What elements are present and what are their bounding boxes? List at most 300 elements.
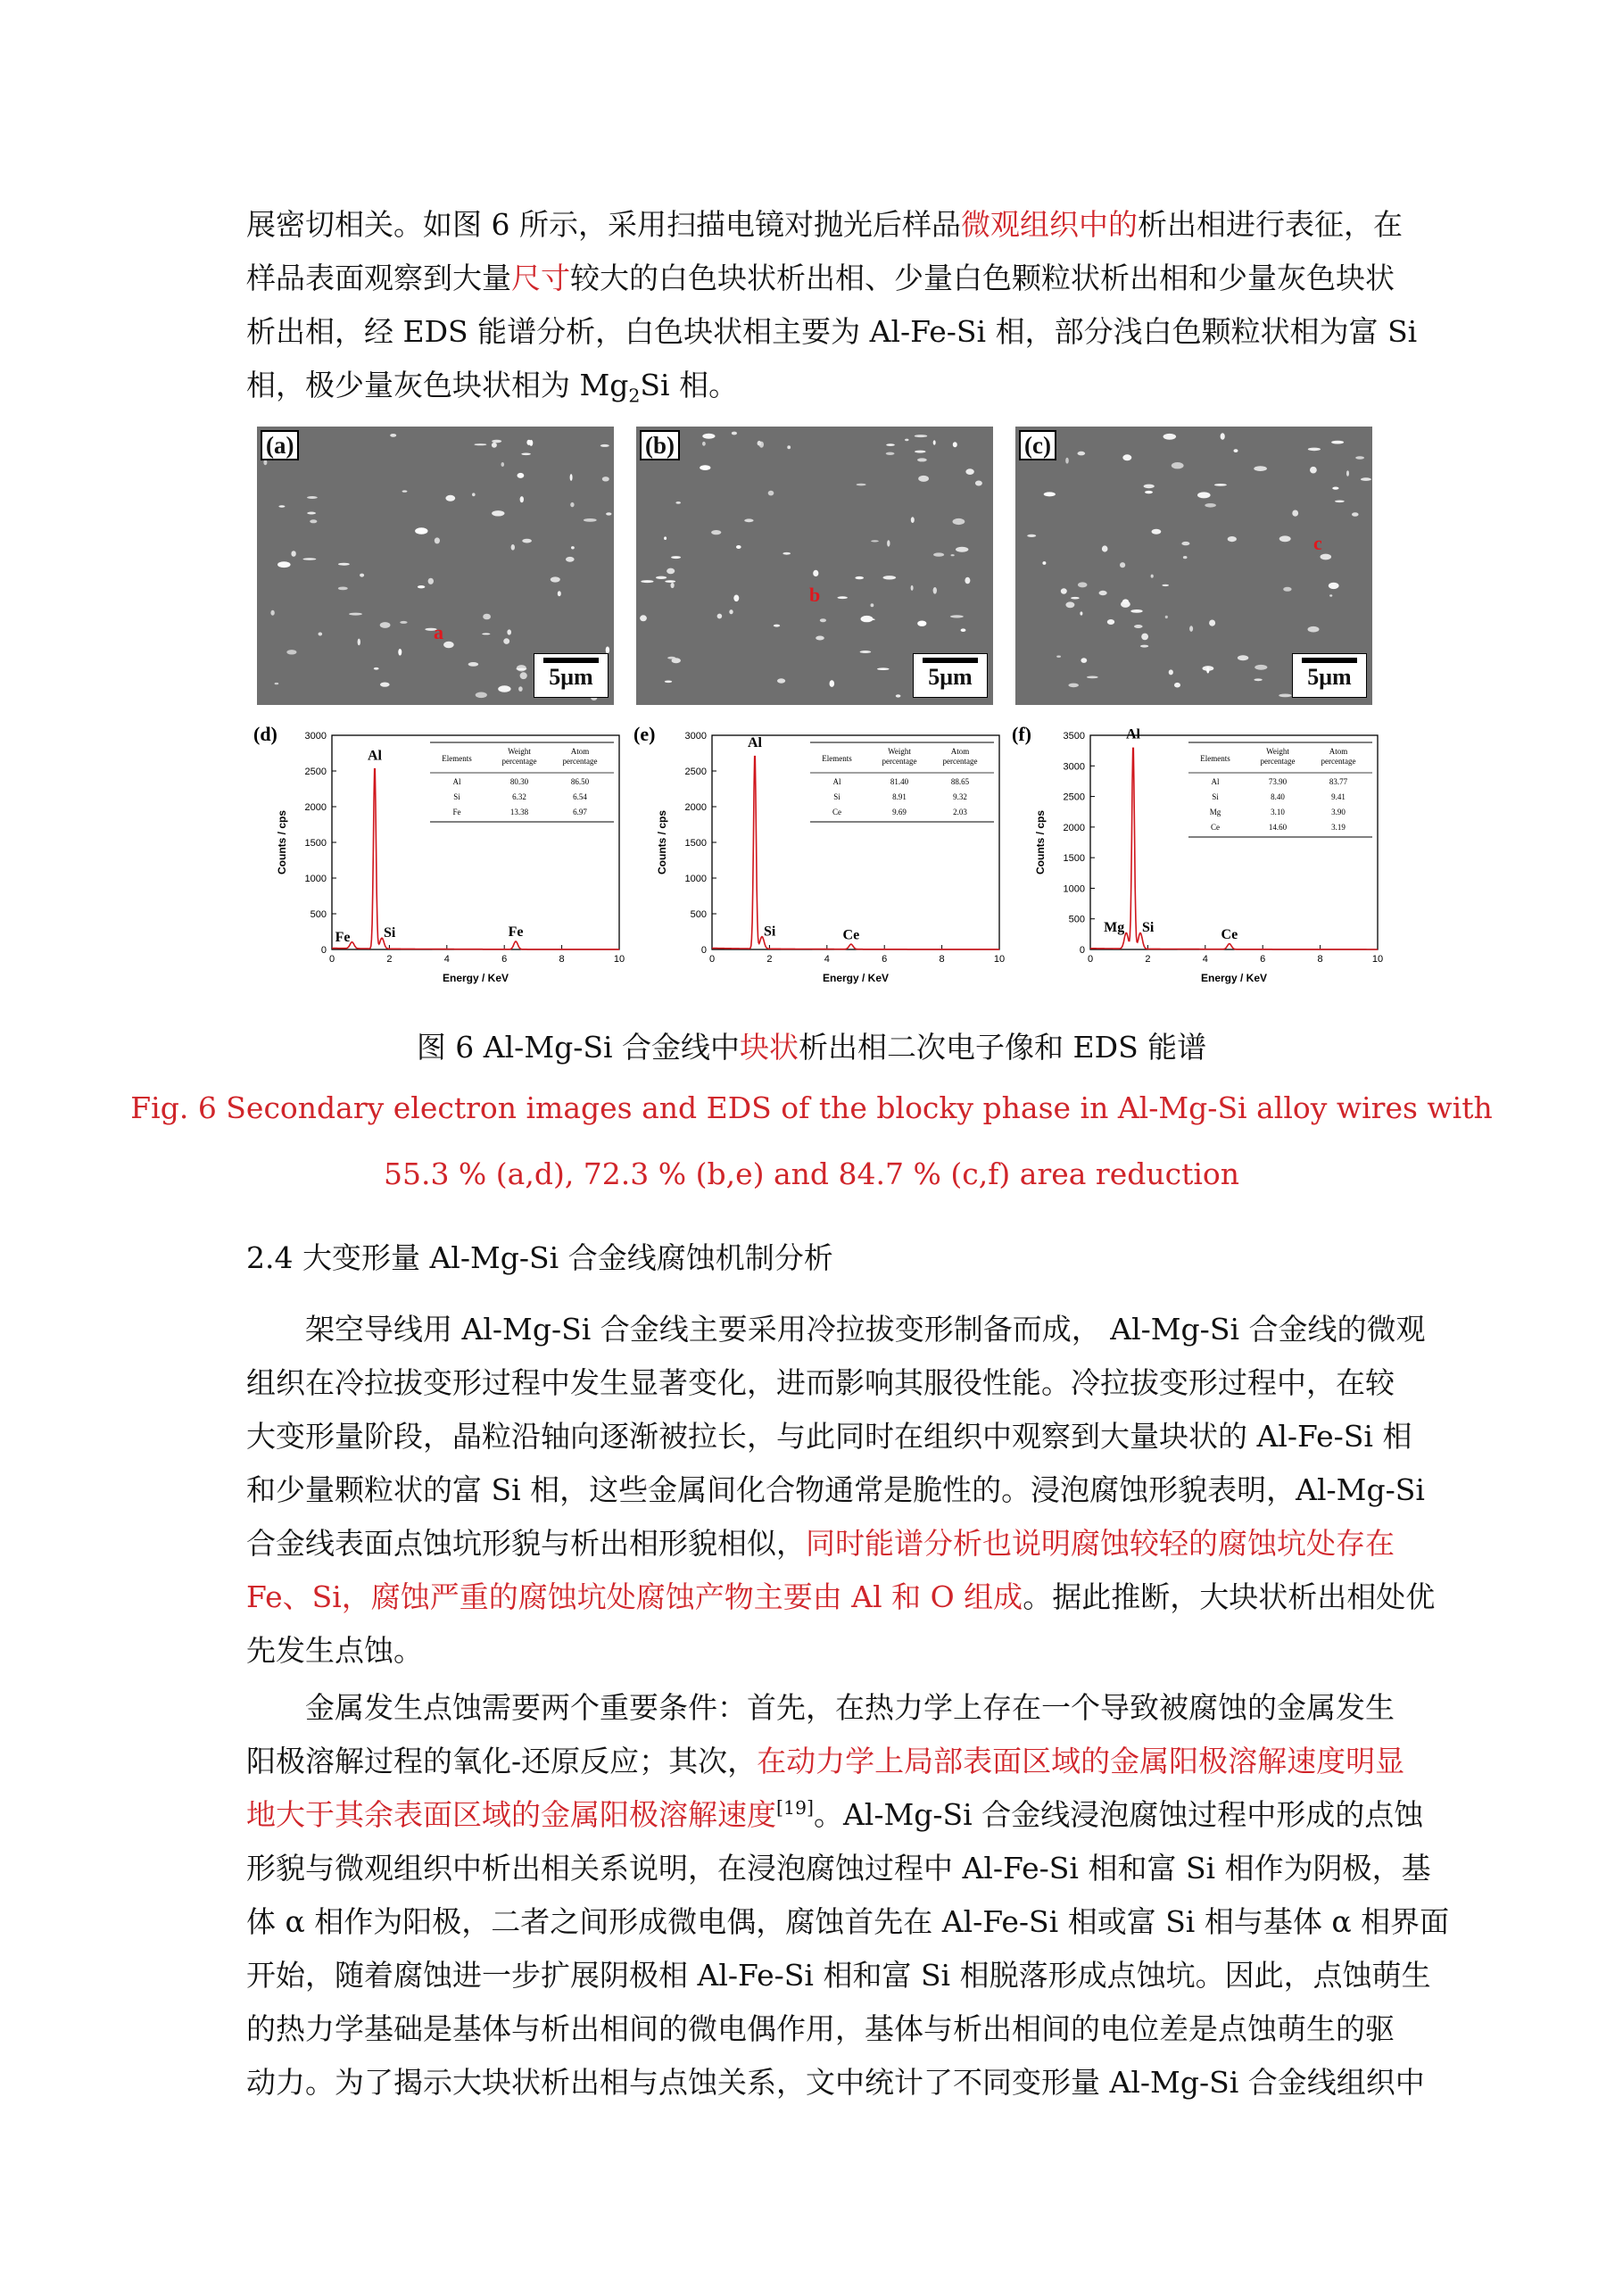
precipitate-particle [516, 668, 526, 670]
figure-caption-en-line2: 55.3 % (a,d), 72.3 % (b,e) and 84.7 % (c,f) area reduction [383, 1156, 1240, 1191]
precipitate-particle [1279, 535, 1291, 542]
precipitate-particle [445, 495, 455, 501]
precipitate-particle [1331, 441, 1344, 444]
figure-caption-cn [0, 1024, 1623, 1066]
precipitate-particle [435, 537, 440, 543]
precipitate-particle [871, 603, 874, 607]
peak-label: Si [384, 925, 396, 941]
precipitate-particle [1352, 512, 1359, 517]
precipitate-particle [787, 445, 791, 449]
precipitate-particle [783, 552, 791, 555]
table-cell: 8.40 [1271, 792, 1285, 801]
x-tick-label: 4 [1202, 954, 1208, 965]
precipitate-particle [1209, 620, 1215, 626]
text-segment: 先发生点蚀。 [246, 1633, 423, 1668]
precipitate-particle [820, 618, 826, 622]
text-line [246, 1735, 1405, 1788]
precipitate-particle [286, 650, 296, 654]
precipitate-particle [711, 530, 721, 535]
table-cell: Si [1212, 792, 1219, 801]
precipitate-particle [275, 683, 279, 684]
precipitate-particle [640, 615, 647, 621]
table-cell: 83.77 [1329, 777, 1348, 786]
text-segment: 动力。为了揭示大块状析出相与点蚀关系，文中统计了不同变形量 Al-Mg-Si 合金线组织中 [246, 2065, 1425, 2100]
precipitate-particle [956, 547, 968, 552]
precipitate-particle [1151, 575, 1154, 578]
precipitate-particle [307, 512, 316, 515]
precipitate-particle [1214, 484, 1227, 486]
precipitate-particle [1120, 562, 1125, 568]
text-segment: 架空导线用 Al-Mg-Si 合金线主要采用冷拉拔变形制备而成， Al-Mg-Si 合金线的微观 [246, 1312, 1426, 1347]
precipitate-particle [918, 476, 929, 482]
precipitate-particle [774, 625, 780, 627]
y-axis-label: Counts / cps [276, 809, 288, 875]
panel-label: (f) [1012, 723, 1031, 745]
table-cell: 80.30 [509, 777, 529, 786]
x-tick-label: 8 [939, 954, 945, 965]
precipitate-particle [950, 615, 964, 618]
precipitate-particle [1283, 587, 1291, 592]
precipitate-particle [1056, 656, 1061, 658]
table-cell: 73.90 [1268, 777, 1288, 786]
table-header: Atom percentage [1321, 747, 1356, 766]
precipitate-particle [1152, 529, 1162, 535]
highlighted-text: 同时能谱分析也说明腐蚀较轻的腐蚀坑处存在 [806, 1526, 1395, 1561]
y-tick-label: 500 [690, 909, 707, 920]
precipitate-particle [1169, 669, 1173, 675]
precipitate-particle [905, 439, 908, 442]
precipitate-particle [303, 558, 317, 560]
precipitate-particle [896, 694, 901, 697]
precipitate-particle [520, 496, 524, 502]
text-segment: 开始，随着腐蚀进一步扩展阴极相 Al-Fe-Si 相和富 Si 相脱落形成点蚀坑。因此，点蚀萌生 [246, 1958, 1431, 1993]
section-heading: 2.4 大变形量 Al-Mg-Si 合金线腐蚀机制分析 [246, 1240, 833, 1275]
precipitate-particle [883, 576, 897, 579]
precipitate-particle [520, 672, 527, 679]
y-tick-label: 500 [1068, 914, 1085, 925]
phase-marker: b [809, 584, 821, 606]
text-line [246, 1410, 1412, 1463]
text-line [246, 305, 1418, 359]
table-header: Weight percentage [501, 747, 537, 766]
precipitate-particle [933, 440, 936, 444]
x-tick-label: 0 [1087, 954, 1094, 965]
y-tick-label: 2500 [304, 767, 327, 777]
table-header: Atom percentage [942, 747, 978, 766]
y-tick-label: 1000 [304, 874, 327, 884]
precipitate-particle [1122, 599, 1129, 604]
precipitate-particle [1144, 485, 1155, 489]
precipitate-particle [1081, 658, 1087, 663]
precipitate-particle [717, 614, 723, 619]
precipitate-particle [428, 578, 434, 584]
text-line [246, 1303, 1426, 1356]
precipitate-particle [476, 692, 487, 699]
precipitate-particle [951, 554, 955, 556]
precipitate-particle [380, 622, 391, 628]
x-axis-label: Energy / KeV [442, 972, 509, 984]
table-cell: 3.10 [1271, 808, 1285, 816]
precipitate-particle [263, 460, 267, 465]
text-line [246, 1356, 1395, 1410]
table-cell: 3.90 [1331, 808, 1346, 816]
text-line [246, 1788, 1424, 1842]
precipitate-particle [1238, 655, 1248, 660]
x-tick-label: 6 [1260, 954, 1266, 965]
precipitate-particle [1181, 542, 1189, 545]
table-cell: Al [452, 777, 461, 786]
precipitate-particle [961, 628, 966, 632]
precipitate-particle [641, 580, 653, 583]
precipitate-particle [307, 496, 318, 499]
x-tick-label: 4 [824, 954, 830, 965]
y-axis-label: Counts / cps [1034, 809, 1047, 875]
precipitate-particle [837, 596, 848, 599]
precipitate-particle [1206, 667, 1209, 673]
y-tick-label: 2000 [1063, 822, 1085, 833]
table-cell: Fe [452, 808, 461, 816]
precipitate-particle [1234, 449, 1238, 452]
precipitate-particle [1332, 487, 1338, 490]
precipitate-particle [656, 576, 667, 579]
precipitate-particle [1122, 454, 1131, 460]
precipitate-particle [482, 633, 490, 634]
y-tick-label: 0 [1079, 945, 1085, 956]
table-cell: 6.54 [573, 792, 587, 801]
x-tick-label: 6 [501, 954, 508, 965]
precipitate-particle [733, 595, 739, 602]
precipitate-particle [702, 442, 706, 446]
precipitate-particle [672, 658, 681, 663]
y-tick-label: 3000 [1063, 761, 1085, 773]
caption-cn-red: 块状 [740, 1030, 799, 1065]
precipitate-particle [418, 585, 425, 588]
precipitate-particle [1165, 616, 1168, 618]
precipitate-particle [521, 453, 531, 456]
precipitate-particle [700, 465, 710, 470]
precipitate-particle [911, 517, 915, 523]
precipitate-particle [965, 468, 973, 475]
text-segment: Si 相。 [640, 368, 739, 402]
precipitate-particle [877, 667, 889, 670]
precipitate-particle [887, 540, 890, 546]
precipitate-particle [492, 440, 501, 443]
precipitate-particle [665, 681, 672, 684]
text-line [246, 1842, 1431, 1895]
peak-label: Al [747, 735, 762, 751]
precipitate-particle [360, 574, 364, 577]
precipitate-particle [1254, 466, 1267, 471]
precipitate-particle [1145, 491, 1153, 493]
precipitate-particle [558, 591, 561, 596]
precipitate-particle [1292, 510, 1298, 517]
y-tick-label: 1000 [1063, 883, 1085, 895]
peak-label: Ce [1221, 926, 1238, 942]
table-cell: Si [453, 792, 460, 801]
text-segment: 体 α 相作为阳极，二者之间形成微电偶，腐蚀首先在 Al-Fe-Si 相或富 Si 相与基体 α 相界面 [246, 1904, 1450, 1939]
eds-chart-e [630, 721, 1014, 989]
peak-label: Si [1142, 920, 1155, 936]
precipitate-particle [1183, 556, 1188, 559]
precipitate-particle [1044, 492, 1056, 496]
peak-label: Si [764, 924, 776, 940]
precipitate-particle [1134, 625, 1143, 628]
precipitate-particle [664, 536, 667, 540]
peak-label: Fe [335, 929, 351, 945]
table-header: Weight percentage [882, 747, 917, 766]
precipitate-particle [402, 490, 408, 492]
text-line [246, 252, 1395, 305]
text-segment: 2 [628, 385, 641, 407]
text-line [246, 1624, 1384, 1678]
y-axis-label: Counts / cps [656, 809, 668, 875]
precipitate-particle [1087, 676, 1098, 679]
precipitate-particle [953, 518, 965, 525]
precipitate-particle [665, 580, 675, 583]
panel-label: (b) [640, 430, 680, 460]
precipitate-particle [1162, 584, 1169, 586]
precipitate-particle [1080, 611, 1082, 615]
precipitate-particle [1107, 619, 1114, 625]
precipitate-particle [857, 484, 866, 486]
peak-label: Mg [1104, 920, 1125, 936]
table-cell: 9.69 [892, 808, 907, 816]
precipitate-particle [830, 680, 835, 687]
x-tick-label: 2 [766, 954, 773, 965]
x-tick-label: 0 [708, 954, 716, 965]
scale-label: 5μm [928, 664, 973, 690]
y-tick-label: 0 [700, 945, 707, 956]
precipitate-particle [475, 443, 487, 445]
text-segment: 相，极少量灰色块状相为 Mg [246, 368, 629, 402]
precipitate-particle [518, 686, 523, 692]
peak-label: Ce [842, 927, 860, 943]
precipitate-particle [291, 551, 295, 557]
text-segment: 析出相进行表征，在 [1137, 207, 1403, 242]
text-line [246, 2002, 1395, 2056]
precipitate-particle [1255, 665, 1267, 670]
table-header: Elements [822, 754, 852, 763]
x-tick-label: 2 [386, 954, 393, 965]
precipitate-particle [498, 685, 510, 692]
text-segment: 阳极溶解过程的氧化-还原反应；其次， [246, 1744, 758, 1778]
caption-cn-post: 析出相二次电子像和 EDS 能谱 [799, 1030, 1207, 1065]
precipitate-particle [374, 667, 379, 670]
plot-frame [332, 735, 619, 949]
precipitate-particle [1027, 535, 1036, 537]
precipitate-particle [570, 474, 573, 481]
x-tick-label: 6 [882, 954, 888, 965]
table-cell: 86.50 [570, 777, 590, 786]
x-tick-label: 10 [993, 954, 1006, 965]
precipitate-particle [1308, 626, 1320, 633]
precipitate-particle [415, 527, 427, 535]
highlighted-text: 在动力学上局部表面区域的金属阳极溶解速度明显 [757, 1744, 1405, 1778]
precipitate-particle [965, 577, 970, 584]
precipitate-particle [917, 621, 926, 626]
highlighted-text: Fe、Si，腐蚀严重的腐蚀坑处腐蚀产物主要由 Al 和 O 组成 [246, 1579, 1023, 1614]
intro-paragraph [246, 198, 1418, 412]
precipitate-particle [278, 505, 285, 508]
precipitate-particle [667, 568, 675, 575]
precipitate-particle [492, 510, 504, 516]
precipitate-particle [732, 432, 737, 435]
eds-chart-f [1008, 721, 1392, 989]
precipitate-particle [349, 613, 362, 616]
precipitate-particle [736, 545, 741, 549]
caption-cn-pre: 图 6 Al-Mg-Si 合金线中 [416, 1030, 741, 1065]
precipitate-particle [1254, 678, 1262, 681]
precipitate-particle [671, 556, 681, 559]
text-segment: 的热力学基础是基体与析出相间的微电偶作用，基体与析出相间的电位差是点蚀萌生的驱 [246, 2011, 1395, 2046]
precipitate-particle [483, 614, 491, 620]
precipitate-particle [319, 633, 323, 636]
precipitate-particle [1042, 561, 1046, 565]
precipitate-particle [472, 493, 476, 496]
y-tick-label: 2000 [684, 802, 707, 813]
y-tick-label: 1000 [684, 874, 707, 884]
precipitate-particle [915, 435, 927, 437]
precipitate-particle [551, 576, 560, 582]
precipitate-particle [1065, 601, 1074, 608]
precipitate-particle [380, 683, 390, 687]
precipitate-particle [1061, 588, 1067, 593]
highlighted-text: 尺寸 [511, 261, 570, 295]
precipitate-particle [813, 570, 818, 576]
precipitate-particle [338, 587, 348, 591]
table-cell: 6.32 [512, 792, 526, 801]
scale-label: 5μm [549, 664, 593, 690]
text-segment: 析出相，经 EDS 能谱分析，白色块状相主要为 Al-Fe-Si 相，部分浅白色颗粒状相为富 Si [246, 314, 1418, 349]
precipitate-particle [1228, 536, 1237, 542]
precipitate-particle [861, 616, 874, 622]
text-segment: 。据此推断，大块状析出相处优 [1023, 1579, 1436, 1614]
body-paragraph-3 [246, 1681, 1450, 2110]
panel-label: (c) [1019, 430, 1056, 460]
x-tick-label: 10 [1371, 954, 1384, 965]
precipitate-particle [390, 434, 396, 437]
table-header: Atom percentage [562, 747, 598, 766]
precipitate-particle [860, 651, 872, 653]
table-cell: 9.32 [953, 792, 967, 801]
x-tick-label: 10 [613, 954, 625, 965]
table-cell: 13.38 [509, 808, 529, 816]
text-line [246, 1681, 1395, 1735]
highlighted-text: 地大于其余表面区域的金属阳极溶解速度 [246, 1797, 776, 1832]
precipitate-particle [571, 546, 575, 549]
phase-marker: a [434, 621, 443, 643]
table-cell: 81.40 [890, 777, 909, 786]
precipitate-particle [606, 512, 611, 515]
highlighted-text: 微观组织中的 [960, 207, 1138, 242]
precipitate-particle [1279, 694, 1291, 698]
precipitate-particle [358, 639, 360, 646]
precipitate-particle [1329, 583, 1339, 589]
precipitate-particle [398, 649, 402, 656]
scale-bar [534, 653, 609, 698]
precipitate-particle [702, 434, 715, 439]
precipitate-particle [777, 678, 785, 683]
peak-label: Al [367, 748, 382, 764]
precipitate-particle [1172, 462, 1184, 468]
table-cell: 88.65 [950, 777, 970, 786]
precipitate-particle [501, 462, 505, 467]
y-tick-label: 1500 [304, 838, 327, 849]
text-line [246, 1571, 1436, 1624]
eds-chart-d [250, 721, 633, 989]
precipitate-particle [855, 576, 864, 579]
precipitate-particle [1189, 626, 1193, 632]
precipitate-particle [1329, 594, 1332, 596]
precipitate-particle [911, 585, 914, 591]
x-axis-label: Energy / KeV [822, 972, 890, 984]
y-tick-label: 3000 [304, 731, 327, 742]
panel-label: (e) [633, 723, 656, 745]
y-tick-label: 0 [320, 945, 327, 956]
precipitate-particle [584, 518, 597, 522]
precipitate-particle [270, 610, 274, 616]
precipitate-particle [671, 583, 675, 588]
precipitate-particle [1065, 458, 1069, 464]
table-cell: Ce [1211, 823, 1220, 832]
y-tick-label: 3500 [1063, 731, 1085, 742]
y-tick-label: 2500 [684, 767, 707, 777]
precipitate-particle [1140, 645, 1148, 648]
precipitate-particle [1361, 477, 1371, 481]
precipitate-particle [1310, 467, 1317, 474]
precipitate-particle [758, 441, 762, 446]
table-cell: 6.97 [573, 808, 587, 816]
precipitate-particle [511, 544, 515, 551]
precipitate-particle [602, 477, 609, 481]
x-tick-label: 0 [328, 954, 335, 965]
precipitate-particle [1308, 448, 1321, 452]
precipitate-particle [1163, 434, 1177, 440]
precipitate-particle [570, 502, 574, 507]
precipitate-particle [1099, 591, 1107, 595]
precipitate-particle [1355, 456, 1364, 459]
text-segment: 较大的白色块状析出相、少量白色颗粒状析出相和少量灰色块状 [570, 261, 1395, 295]
precipitate-particle [816, 636, 824, 641]
peak-label: Fe [508, 924, 524, 941]
precipitate-particle [338, 563, 350, 566]
precipitate-particle [277, 561, 291, 568]
text-segment: 组织在冷拉拔变形过程中发生显著变化，进而影响其服役性能。冷拉拔变形过程中，在较 [246, 1365, 1395, 1400]
x-tick-label: 2 [1145, 954, 1151, 965]
table-cell: 3.19 [1331, 823, 1346, 832]
precipitate-particle [1071, 597, 1080, 600]
precipitate-particle [310, 519, 317, 523]
sem-image-b [636, 427, 993, 705]
precipitate-particle [400, 621, 407, 624]
phase-marker: c [1313, 532, 1322, 554]
precipitate-particle [886, 452, 895, 455]
x-tick-label: 4 [443, 954, 450, 965]
precipitate-particle [1205, 503, 1216, 508]
precipitate-particle [503, 638, 509, 644]
scale-label: 5μm [1307, 664, 1352, 690]
y-tick-label: 3000 [684, 731, 707, 742]
precipitate-particle [933, 552, 944, 556]
precipitate-particle [871, 540, 879, 542]
precipitate-particle [1346, 470, 1349, 477]
precipitate-particle [933, 587, 937, 594]
precipitate-particle [468, 662, 479, 667]
x-tick-label: 8 [559, 954, 565, 965]
table-cell: 8.91 [892, 792, 907, 801]
sem-image-c [1015, 427, 1372, 705]
precipitate-particle [1078, 452, 1086, 456]
